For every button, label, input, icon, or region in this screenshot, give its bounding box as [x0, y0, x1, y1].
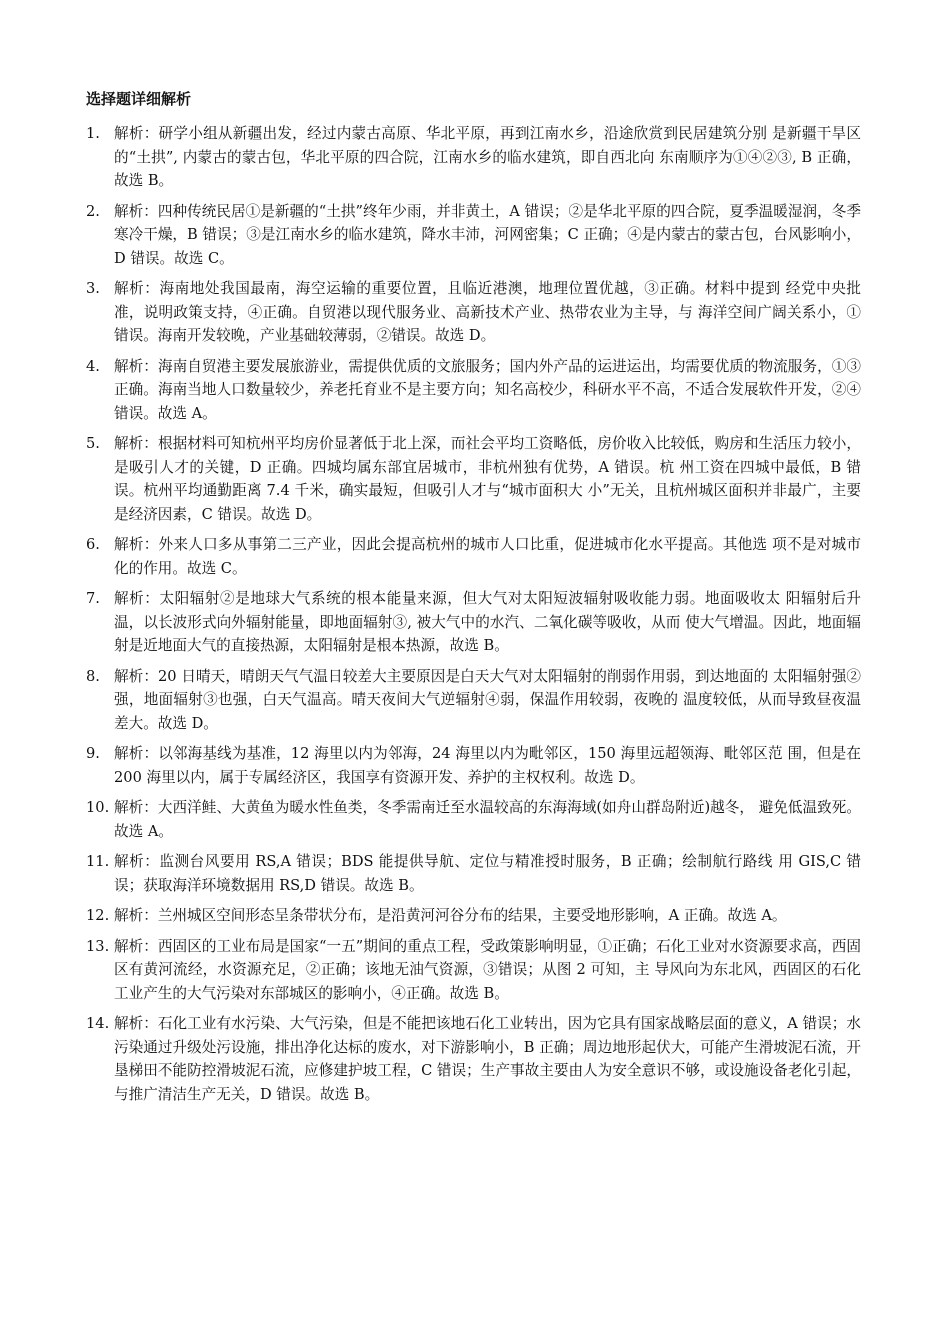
document-page — [86, 88, 861, 1113]
item-text: 解析：兰州城区空间形态呈条带状分布，是沿黄河河谷分布的结果，主要受地形影响，A 正确。故选 A。 — [114, 907, 787, 924]
answer-item — [86, 850, 861, 897]
item-number: 1. — [86, 125, 100, 142]
item-text: 解析：四种传统民居①是新疆的“土拱”终年少雨，并非黄土，A 错误；②是华北平原的四合院，夏季温暖湿润，冬季寒冷干燥，B 错误；③是江南水乡的临水建筑，降水丰沛，河网密集；C 正确；④是内蒙古的蒙古包，台风影响小，D 错误。故选 C。 — [114, 202, 861, 267]
item-number: 11. — [86, 853, 110, 870]
item-number: 12. — [86, 907, 110, 924]
item-number: 3. — [86, 280, 100, 297]
answer-item — [86, 200, 861, 271]
answer-item — [86, 277, 861, 348]
answer-item — [86, 742, 861, 789]
answer-item — [86, 122, 861, 193]
item-text: 解析：海南自贸港主要发展旅游业，需提供优质的文旅服务；国内外产品的运进运出，均需要优质的物流服务，①③正确。海南当地人口数量较少，养老托育业不是主要方向；知名高校少，科研水平不高，不适合发展软件开发，②④错误。故选 A。 — [114, 357, 861, 422]
answer-item — [86, 904, 861, 928]
item-number: 5. — [86, 435, 100, 452]
item-text: 解析：研学小组从新疆出发，经过内蒙古高原、华北平原，再到江南水乡，沿途欣赏到民居建筑分别 是新疆干旱区的“土拱”, 内蒙古的蒙古包，华北平原的四合院，江南水乡的临水建筑，即自西北向 东南顺序为①④②③, B 正确，故选 B。 — [114, 125, 861, 189]
answer-item — [86, 796, 861, 843]
item-text: 解析：石化工业有水污染、大气污染，但是不能把该地石化工业转出，因为它具有国家战略层面的意义，A 错误；水污染通过升级处污设施，排出净化达标的废水，对下游影响小，B 正确；周边地形起伏大，可能产生滑坡泥石流，开垦梯田不能防控滑坡泥石流，应修建护坡工程，C 错误；生产事故主要由人为安全意识不够，或设施设备老化引起，与推广清洁生产无关，D 错误。故选 B。 — [114, 1015, 861, 1103]
answer-item — [86, 935, 861, 1006]
item-number: 10. — [86, 799, 110, 816]
answer-item — [86, 432, 861, 526]
item-text: 解析：监测台风要用 RS,A 错误；BDS 能提供导航、定位与精准授时服务，B 正确；绘制航行路线 用 GIS,C 错误；获取海洋环境数据用 RS,D 错误。故选 B。 — [114, 853, 861, 894]
item-text: 解析：20 日晴天，晴朗天气气温日较差大主要原因是白天大气对太阳辐射的削弱作用弱，到达地面的 太阳辐射强②强，地面辐射③也强，白天气温高。晴天夜间大气逆辐射④弱，保温作用较弱，夜晚的 温度较低，从而导致昼夜温差大。故选 D。 — [114, 667, 861, 732]
item-text: 解析：外来人口多从事第二三产业，因此会提高杭州的城市人口比重，促进城市化水平提高。其他选 项不是对城市化的作用。故选 C。 — [114, 536, 861, 577]
answer-item — [86, 665, 861, 736]
item-text: 解析：以邻海基线为基准，12 海里以内为邻海，24 海里以内为毗邻区，150 海里远超领海、毗邻区范 围，但是在 200 海里以内，属于专属经济区，我国享有资源开发、养护的主权权利。故选 D。 — [114, 745, 861, 786]
item-number: 9. — [86, 745, 100, 762]
item-number: 7. — [86, 590, 100, 607]
answer-item — [86, 533, 861, 580]
item-number: 6. — [86, 536, 100, 553]
item-text: 解析：西固区的工业布局是国家“一五”期间的重点工程，受政策影响明显，①正确；石化工业对水资源要求高，西固区有黄河流经，水资源充足，②正确；该地无油气资源，③错误；从图 2 可知，主 导风向为东北风，西固区的石化工业产生的大气污染对东部城区的影响小，④正确。故选 B。 — [114, 937, 861, 1002]
item-text: 解析：大西洋鲑、大黄鱼为暖水性鱼类，冬季需南迁至水温较高的东海海域(如舟山群岛附近)越冬， 避免低温致死。故选 A。 — [114, 799, 861, 840]
document-title: 选择题详细解析 — [86, 90, 192, 108]
item-number: 4. — [86, 357, 100, 375]
item-text: 解析：海南地处我国最南，海空运输的重要位置，且临近港澳，地理位置优越，③正确。材料中提到 经党中央批准，说明政策支持，④正确。自贸港以现代服务业、高新技术产业、热带农业为主导，与 海洋空间广阔关系小，①错误。海南开发较晚，产业基础较薄弱，②错误。故选 D。 — [114, 280, 861, 344]
answer-item — [86, 355, 861, 426]
item-number: 14. — [86, 1015, 110, 1032]
item-text: 解析：根据材料可知杭州平均房价显著低于北上深，而社会平均工资略低，房价收入比较低，购房和生活压力较小，是吸引人才的关键，D 正确。四城均属东部宜居城市，非杭州独有优势，A 错误。杭 州工资在四城中最低，B 错误。杭州平均通勤距离 7.4 千米，确实最短，但吸引人才与“城市面积大 小”无关，且杭州城区面积并非最广，主要是经济因素，C 错误。故选 D。 — [114, 435, 861, 523]
answer-item — [86, 587, 861, 658]
item-text: 解析：太阳辐射②是地球大气系统的根本能量来源，但大气对太阳短波辐射吸收能力弱。地面吸收太 阳辐射后升温，以长波形式向外辐射能量，即地面辐射③, 被大气中的水汽、二氧化碳等吸收，从而 使大气增温。因此，地面辐射是近地面大气的直接热源，太阳辐射是根本热源，故选 B。 — [114, 590, 861, 654]
answer-list — [86, 122, 861, 1106]
answer-item — [86, 1012, 861, 1106]
item-number: 2. — [86, 202, 100, 220]
item-number: 8. — [86, 667, 100, 685]
item-number: 13. — [86, 937, 110, 955]
